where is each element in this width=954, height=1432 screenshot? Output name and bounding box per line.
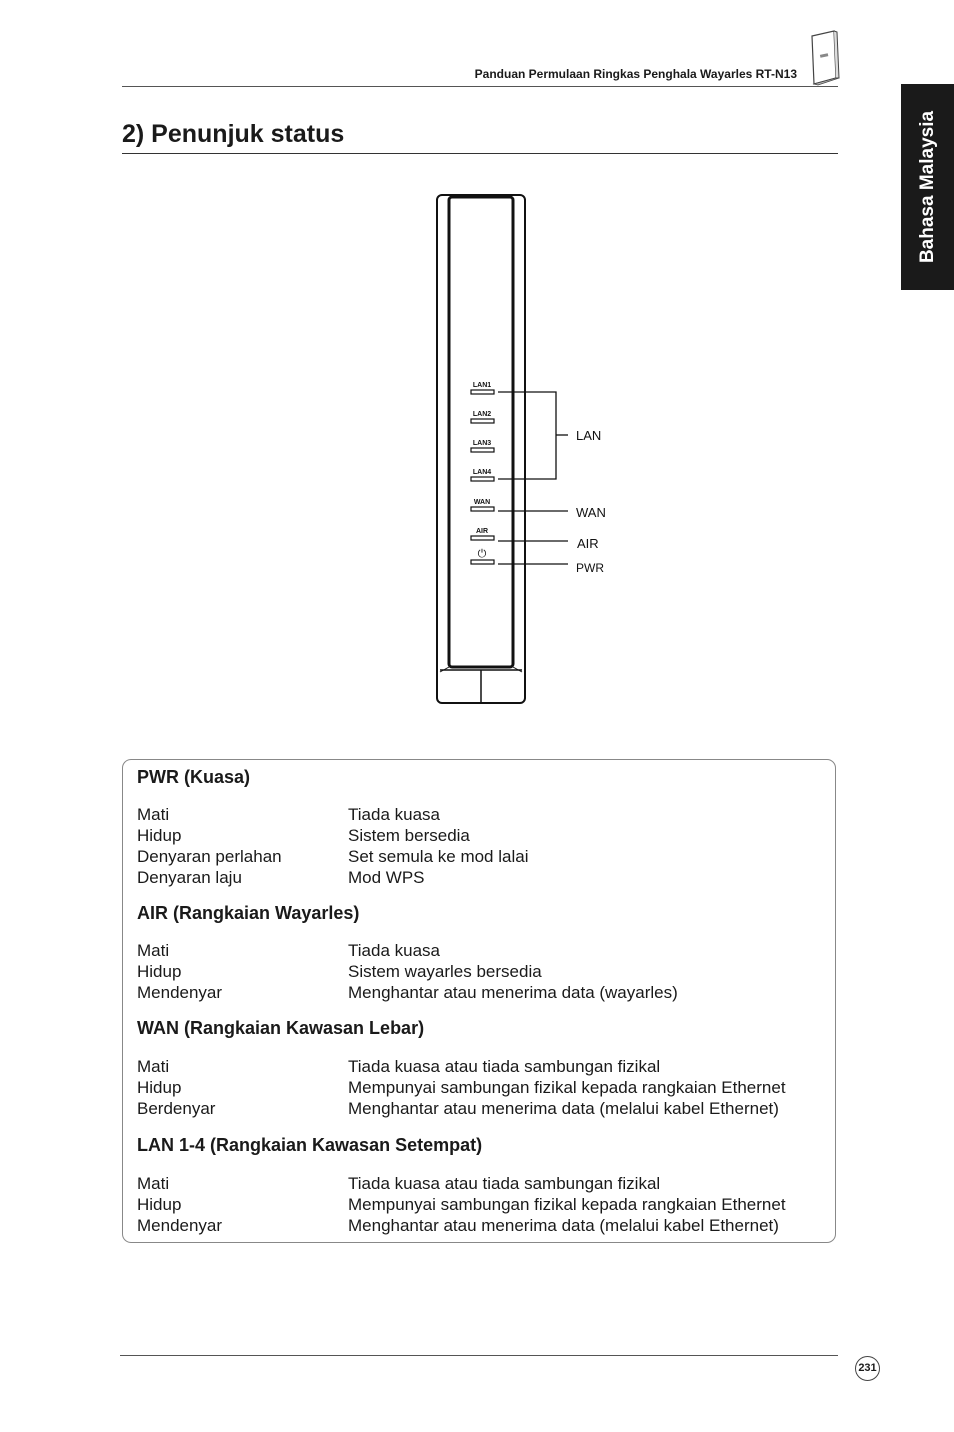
running-header: Panduan Permulaan Ringkas Penghala Wayarles RT-N13 xyxy=(474,67,797,81)
state-description: Mod WPS xyxy=(348,868,425,887)
led-label-wan: WAN xyxy=(473,499,491,506)
state-description: Tiada kuasa xyxy=(348,941,440,960)
state-description: Sistem bersedia xyxy=(348,826,470,845)
state-label: Mati xyxy=(137,1174,170,1193)
footer-divider xyxy=(120,1355,838,1356)
led-wan xyxy=(471,499,494,511)
callout-pwr: PWR xyxy=(576,561,604,575)
state-description: Menghantar atau menerima data (melalui kabel Ethernet) xyxy=(348,1099,779,1118)
power-icon: ⏻ xyxy=(477,547,487,560)
callout-wan: WAN xyxy=(576,505,606,520)
page-title: 2) Penunjuk status xyxy=(122,120,345,148)
state-description: Tiada kuasa atau tiada sambungan fizikal xyxy=(348,1057,661,1076)
led-label-air: AIR xyxy=(475,528,489,535)
state-label: Hidup xyxy=(137,1195,182,1214)
heading-air: AIR (Rangkaian Wayarles) xyxy=(137,903,360,923)
state-label: Hidup xyxy=(137,1078,182,1097)
callout-lan: LAN xyxy=(576,428,602,443)
led-indicator xyxy=(471,390,494,394)
led-lan2 xyxy=(471,411,494,423)
state-description: Set semula ke mod lalai xyxy=(348,847,529,866)
state-label: Denyaran perlahan xyxy=(137,847,282,866)
state-label: Mendenyar xyxy=(137,1216,223,1235)
led-lan3 xyxy=(471,440,494,452)
state-label: Mati xyxy=(137,805,170,824)
led-label-lan4: LAN4 xyxy=(472,469,492,476)
state-label: Mendenyar xyxy=(137,983,223,1002)
state-description: Menghantar atau menerima data (wayarles) xyxy=(348,983,678,1002)
state-label: Hidup xyxy=(137,826,182,845)
led-air xyxy=(471,528,494,540)
led-indicator xyxy=(471,560,494,564)
led-indicator xyxy=(471,448,494,452)
state-label: Berdenyar xyxy=(137,1099,216,1118)
state-description: Tiada kuasa xyxy=(348,805,440,824)
state-label: Mati xyxy=(137,941,170,960)
callout-lines xyxy=(498,392,568,564)
heading-lan: LAN 1-4 (Rangkaian Kawasan Setempat) xyxy=(137,1135,483,1155)
callout-air: AIR xyxy=(577,536,599,551)
state-label: Mati xyxy=(137,1057,170,1076)
state-description: Tiada kuasa atau tiada sambungan fizikal xyxy=(348,1174,661,1193)
state-description: Menghantar atau menerima data (melalui kabel Ethernet) xyxy=(348,1216,779,1235)
led-lan4 xyxy=(471,469,494,481)
language-tab-label: Bahasa Malaysia xyxy=(916,110,938,264)
page-number: 231 xyxy=(855,1356,880,1381)
led-lan1 xyxy=(471,382,494,394)
led-label-lan1: LAN1 xyxy=(472,382,492,389)
heading-wan: WAN (Rangkaian Kawasan Lebar) xyxy=(137,1018,425,1038)
state-description: Sistem wayarles bersedia xyxy=(348,962,542,981)
led-label-lan2: LAN2 xyxy=(472,411,492,418)
state-label: Hidup xyxy=(137,962,182,981)
heading-pwr: PWR (Kuasa) xyxy=(137,767,251,787)
led-indicator xyxy=(471,507,494,511)
state-description: Mempunyai sambungan fizikal kepada rangkaian Ethernet xyxy=(348,1195,786,1214)
led-label-lan3: LAN3 xyxy=(472,440,492,447)
led-indicator xyxy=(471,419,494,423)
state-label: Denyaran laju xyxy=(137,868,242,887)
led-indicator xyxy=(471,477,494,481)
led-indicator xyxy=(471,536,494,540)
led-pwr xyxy=(471,547,494,564)
state-description: Mempunyai sambungan fizikal kepada rangkaian Ethernet xyxy=(348,1078,786,1097)
